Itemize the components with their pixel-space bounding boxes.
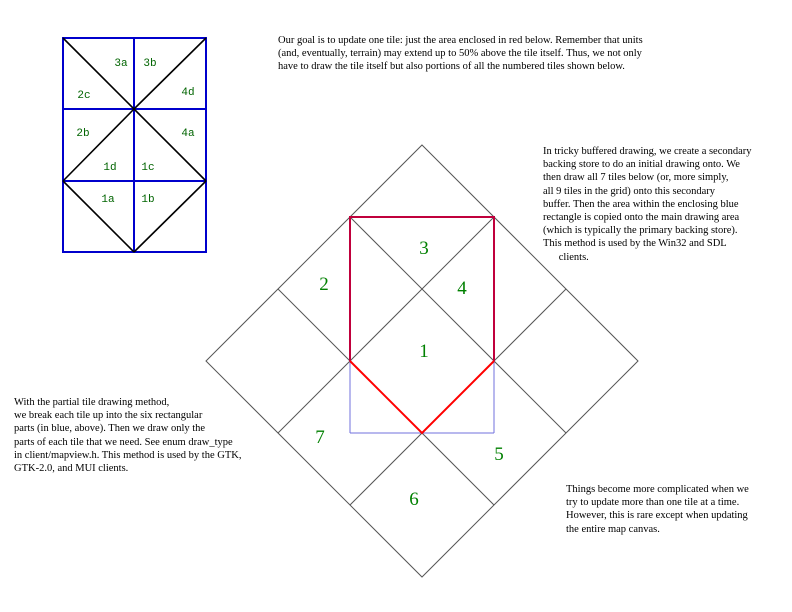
note-multiple-tiles <box>566 483 749 536</box>
small-diagonal <box>134 38 206 109</box>
tile-label-7: 7 <box>315 427 325 448</box>
small-diagonal <box>63 109 134 181</box>
small-grid-labels <box>76 58 195 206</box>
note-line: parts of each tile that we need. See enum draw_type <box>14 436 233 448</box>
tile-label-4: 4 <box>457 278 467 299</box>
red-lower-outline <box>350 361 494 433</box>
note-line: try to update more than one tile at a time. <box>566 497 740 509</box>
note-line: GTK-2.0, and MUI clients. <box>14 463 129 475</box>
tile-label-5: 5 <box>494 444 504 465</box>
note-line: In tricky buffered drawing, we create a secondary <box>543 146 752 157</box>
note-line: Our goal is to update one tile: just the area enclosed in red below. Remember that units <box>278 35 643 46</box>
note-line: clients. <box>543 251 589 263</box>
tile-label-6: 6 <box>409 489 419 510</box>
label-3b: 3b <box>143 58 157 70</box>
note-line: With the partial tile drawing method, <box>14 397 170 408</box>
note-line: This method is used by the Win32 and SDL <box>543 238 727 250</box>
note-partial-drawing <box>14 396 241 475</box>
blue-enclosing-rectangle <box>350 361 494 433</box>
label-3a: 3a <box>114 58 128 70</box>
tile-labels <box>315 238 504 510</box>
label-1d: 1d <box>103 162 117 174</box>
note-line: rectangle is copied onto the main drawing area <box>543 212 740 224</box>
small-diagonal <box>63 38 134 109</box>
label-1c: 1c <box>141 162 155 174</box>
note-line: we break each tile up into the six rectangular <box>14 410 203 422</box>
note-line: Things become more complicated when we <box>566 484 749 495</box>
note-line: then draw all 7 tiles below (or, more simply, <box>543 172 729 184</box>
label-4a: 4a <box>181 128 195 140</box>
note-line: buffer. Then the area within the enclosing blue <box>543 198 739 210</box>
note-line: in client/mapview.h. This method is used by the GTK, <box>14 449 242 461</box>
small-diagonal <box>63 181 134 252</box>
tile-label-3: 3 <box>419 238 429 259</box>
small-tile-grid <box>63 38 206 252</box>
note-line: have to draw the tile itself but also portions of all the numbered tiles shown below. <box>278 61 625 73</box>
grid-line <box>350 217 566 433</box>
label-1a: 1a <box>101 194 115 206</box>
tile-label-1: 1 <box>419 341 429 362</box>
label-2c: 2c <box>77 90 91 102</box>
grid-line <box>278 217 494 433</box>
note-line: (and, eventually, terrain) may extend up to 50% above the tile itself. Thus, we not only <box>278 48 642 60</box>
note-line: backing store to do an initial drawing onto. We <box>543 159 740 171</box>
note-line: the entire map canvas. <box>566 523 660 535</box>
note-line: However, this is rare except when updating <box>566 510 748 522</box>
note-line: (which is typically the primary backing store). <box>543 225 738 237</box>
note-line: all 9 tiles in the grid) onto this secondary <box>543 185 716 197</box>
label-1b: 1b <box>141 194 155 206</box>
note-goal <box>278 34 643 74</box>
small-diagonal <box>134 181 206 252</box>
note-buffered-drawing <box>543 145 752 264</box>
note-line: parts (in blue, above). Then we draw only the <box>14 423 206 435</box>
label-2b: 2b <box>76 128 90 140</box>
tile-label-2: 2 <box>319 274 329 295</box>
label-4d: 4d <box>181 87 195 99</box>
